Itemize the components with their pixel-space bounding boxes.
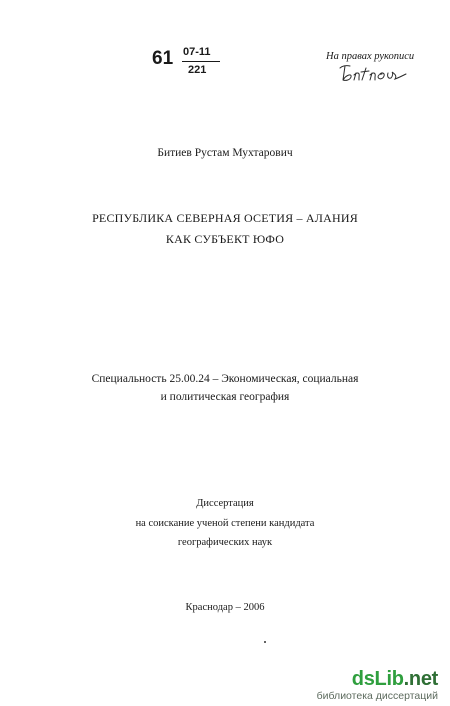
specialty-line2: и политическая география — [160, 391, 290, 403]
catalog-code-upper: 07-11 — [183, 46, 211, 58]
dissertation-title-line1: РЕСПУБЛИКА СЕВЕРНАЯ ОСЕТИЯ – АЛАНИЯ — [92, 211, 358, 225]
catalog-code-number: 61 — [152, 48, 174, 69]
dissertation-label: Диссертация — [196, 498, 254, 509]
watermark-logo — [352, 668, 438, 690]
city-year: Краснодар – 2006 — [185, 602, 265, 613]
dissertation-title-line2: КАК СУБЪЕКТ ЮФО — [165, 232, 285, 246]
catalog-code-divider — [182, 61, 220, 62]
watermark-logo-main: dsLib — [351, 668, 404, 690]
field-line: географических наук — [177, 537, 273, 548]
author-name: Битиев Рустам Мухтарович — [157, 147, 293, 159]
catalog-code-lower: 221 — [188, 64, 207, 76]
rights-note: На правах рукописи — [326, 51, 415, 62]
degree-line: на соискание ученой степени кандидата — [135, 518, 315, 529]
scan-speck — [264, 641, 266, 643]
watermark-subtitle: библиотека диссертаций — [316, 690, 438, 702]
specialty-line1: Специальность 25.00.24 – Экономическая, социальная — [91, 373, 359, 385]
handwritten-signature — [336, 60, 412, 84]
watermark-logo-domain: .net — [403, 668, 438, 690]
